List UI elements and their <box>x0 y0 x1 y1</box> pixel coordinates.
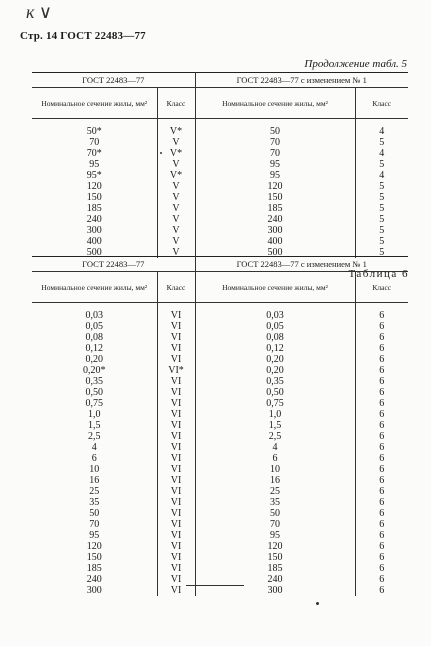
cell-section-old: 0,12 <box>32 343 157 354</box>
cell-section-old: 4 <box>32 442 157 453</box>
table-row <box>32 530 408 541</box>
table-row <box>32 126 408 137</box>
cell-class-old: V* <box>157 126 195 137</box>
table5-col-section-right: Номинальное сечение жилы, мм² <box>195 88 355 119</box>
cell-section-old: 400 <box>32 236 157 247</box>
cell-class-old: VI <box>157 310 195 321</box>
cell-class-new: 6 <box>379 365 385 376</box>
cell-class-old: VI <box>157 431 195 442</box>
cell-class-old: VI <box>157 409 195 420</box>
cell-section-new: 0,35 <box>195 376 355 387</box>
cell-section-new: 150 <box>195 192 355 203</box>
table-row <box>32 442 408 453</box>
cell-class-old: VI <box>157 343 195 354</box>
cell-section-old: 150 <box>32 192 157 203</box>
cell-section-new: 240 <box>195 574 355 585</box>
handwritten-mark: к ∨ <box>26 2 53 22</box>
cell-class-old: V <box>157 159 195 170</box>
cell-section-new: 185 <box>195 563 355 574</box>
cell-class-old: VI <box>157 442 195 453</box>
table-6-caption: Таблица 6 <box>348 268 409 280</box>
table-row <box>32 585 408 596</box>
cell-section-old: 0,05 <box>32 321 157 332</box>
cell-section-old: 25 <box>32 486 157 497</box>
cell-section-old: 35 <box>32 497 157 508</box>
cell-section-old: 300 <box>32 585 157 596</box>
cell-section-new: 2,5 <box>195 431 355 442</box>
cell-class-old: VI <box>157 563 195 574</box>
cell-section-old: 120 <box>32 181 157 192</box>
cell-class-new: 6 <box>379 585 385 596</box>
cell-class-new: 6 <box>379 431 385 442</box>
cell-class-new: 6 <box>379 508 385 519</box>
table-row <box>32 214 408 225</box>
table-row <box>32 508 408 519</box>
table-continuation-note: Продолжение табл. 5 <box>304 58 407 70</box>
table5-col-class-right: Класс <box>355 88 408 119</box>
cell-class-new: 6 <box>379 530 385 541</box>
table-6 <box>32 256 408 596</box>
cell-class-new: 5 <box>379 236 385 247</box>
cell-class-new: 6 <box>379 486 385 497</box>
cell-class-new: 6 <box>379 343 385 354</box>
page-header: Стр. 14 ГОСТ 22483—77 <box>20 30 146 42</box>
cell-section-old: 0,35 <box>32 376 157 387</box>
cell-section-new: 0,08 <box>195 332 355 343</box>
cell-section-old: 500 <box>32 247 157 258</box>
cell-class-old: VI <box>157 552 195 563</box>
cell-class-new: 6 <box>379 574 385 585</box>
cell-section-old: 6 <box>32 453 157 464</box>
cell-section-old: 10 <box>32 464 157 475</box>
table-row <box>32 464 408 475</box>
table-row <box>32 453 408 464</box>
cell-section-old: 0,08 <box>32 332 157 343</box>
table-row <box>32 236 408 247</box>
cell-section-old: 70 <box>32 519 157 530</box>
cell-section-new: 95 <box>195 159 355 170</box>
cell-class-old: V <box>157 225 195 236</box>
cell-section-new: 70 <box>195 137 355 148</box>
table5-body <box>32 119 408 259</box>
cell-section-old: 95 <box>32 530 157 541</box>
cell-section-new: 70 <box>195 148 355 159</box>
cell-class-new: 6 <box>379 563 385 574</box>
cell-class-new: 6 <box>379 442 385 453</box>
cell-section-old: 0,03 <box>32 310 157 321</box>
table-row <box>32 181 408 192</box>
cell-class-new: 6 <box>379 475 385 486</box>
cell-class-old: VI <box>157 497 195 508</box>
cell-section-old: 120 <box>32 541 157 552</box>
cell-class-new: 4 <box>379 170 385 181</box>
cell-section-old: 1,5 <box>32 420 157 431</box>
cell-class-old: V <box>157 247 195 258</box>
table-row <box>32 409 408 420</box>
cell-class-old: VI <box>157 464 195 475</box>
cell-class-old: VI <box>157 486 195 497</box>
table-row <box>32 343 408 354</box>
cell-section-old: 95* <box>32 170 157 181</box>
table-row <box>32 387 408 398</box>
cell-class-old: V <box>157 236 195 247</box>
cell-section-new: 0,12 <box>195 343 355 354</box>
table-row <box>32 137 408 148</box>
cell-section-new: 50 <box>195 126 355 137</box>
cell-class-new: 5 <box>379 181 385 192</box>
table6-body <box>32 303 408 597</box>
table-row <box>32 431 408 442</box>
cell-class-old: VI <box>157 376 195 387</box>
cell-section-new: 120 <box>195 181 355 192</box>
cell-class-new: 5 <box>379 247 385 258</box>
table-row <box>32 203 408 214</box>
cell-class-old: VI <box>157 508 195 519</box>
table5-group-right: ГОСТ 22483—77 с изменением № 1 <box>195 73 408 88</box>
table-row <box>32 321 408 332</box>
cell-class-old: VI <box>157 453 195 464</box>
cell-section-old: 300 <box>32 225 157 236</box>
cell-class-new: 5 <box>379 203 385 214</box>
cell-section-old: 2,5 <box>32 431 157 442</box>
cell-class-new: 6 <box>379 497 385 508</box>
cell-section-new: 95 <box>195 170 355 181</box>
cell-section-new: 300 <box>195 585 355 596</box>
cell-section-new: 400 <box>195 236 355 247</box>
cell-class-old: VI <box>157 519 195 530</box>
cell-section-new: 95 <box>195 530 355 541</box>
cell-section-old: 0,50 <box>32 387 157 398</box>
cell-class-new: 6 <box>379 453 385 464</box>
cell-section-old: 1,0 <box>32 409 157 420</box>
table-row <box>32 563 408 574</box>
table-row <box>32 170 408 181</box>
table-row <box>32 332 408 343</box>
table6-group-left: ГОСТ 22483—77 <box>32 257 195 272</box>
cell-section-new: 16 <box>195 475 355 486</box>
table6-col-section-left: Номинальное сечение жилы, мм² <box>32 272 157 303</box>
cell-section-new: 35 <box>195 497 355 508</box>
cell-section-old: 185 <box>32 203 157 214</box>
cell-class-new: 6 <box>379 321 385 332</box>
cell-class-new: 6 <box>379 332 385 343</box>
cell-class-old: VI <box>157 387 195 398</box>
cell-section-old: 50 <box>32 508 157 519</box>
cell-class-new: 6 <box>379 552 385 563</box>
cell-class-new: 4 <box>379 148 385 159</box>
cell-class-new: 5 <box>379 192 385 203</box>
cell-section-new: 500 <box>195 247 355 258</box>
cell-section-new: 1,0 <box>195 409 355 420</box>
print-speck <box>316 602 319 605</box>
cell-section-new: 0,20 <box>195 365 355 376</box>
cell-section-new: 0,50 <box>195 387 355 398</box>
table5-col-section-left: Номинальное сечение жилы, мм² <box>32 88 157 119</box>
cell-class-old: V* <box>157 148 195 159</box>
cell-class-new: 5 <box>379 159 385 170</box>
table6-group-right: ГОСТ 22483—77 с изменением № 1 <box>195 257 408 272</box>
table-row <box>32 159 408 170</box>
cell-class-new: 5 <box>379 214 385 225</box>
cell-class-new: 6 <box>379 354 385 365</box>
cell-class-new: 6 <box>379 387 385 398</box>
cell-class-new: 6 <box>379 464 385 475</box>
cell-section-old: 0,20* <box>32 365 157 376</box>
cell-class-new: 5 <box>379 225 385 236</box>
cell-section-new: 150 <box>195 552 355 563</box>
cell-section-new: 1,5 <box>195 420 355 431</box>
table-row <box>32 398 408 409</box>
table6-col-class-right: Класс <box>355 272 408 303</box>
cell-class-new: 6 <box>379 310 385 321</box>
cell-class-old: VI <box>157 332 195 343</box>
table-row <box>32 497 408 508</box>
cell-section-old: 185 <box>32 563 157 574</box>
cell-class-new: 6 <box>379 398 385 409</box>
cell-section-old: 50* <box>32 126 157 137</box>
cell-class-old: VI* <box>157 365 195 376</box>
cell-class-old: VI <box>157 321 195 332</box>
cell-class-new: 6 <box>379 420 385 431</box>
cell-class-old: VI <box>157 541 195 552</box>
cell-class-new: 4 <box>379 126 385 137</box>
table-row <box>32 541 408 552</box>
table-row <box>32 192 408 203</box>
cell-section-old: 150 <box>32 552 157 563</box>
bottom-rule <box>186 585 244 586</box>
table-row <box>32 225 408 236</box>
cell-section-new: 0,03 <box>195 310 355 321</box>
table-row <box>32 148 408 159</box>
cell-section-old: 0,75 <box>32 398 157 409</box>
cell-class-old: VI <box>157 398 195 409</box>
cell-class-old: VI <box>157 574 195 585</box>
cell-section-old: 70* <box>32 148 157 159</box>
cell-class-old: V <box>157 192 195 203</box>
table-row <box>32 420 408 431</box>
cell-section-new: 120 <box>195 541 355 552</box>
cell-section-old: 0,20 <box>32 354 157 365</box>
cell-section-old: 16 <box>32 475 157 486</box>
table-5 <box>32 72 408 258</box>
cell-section-new: 10 <box>195 464 355 475</box>
table5-col-class-left: Класс <box>157 88 195 119</box>
cell-class-old: V <box>157 203 195 214</box>
table-row <box>32 486 408 497</box>
table6-col-section-right: Номинальное сечение жилы, мм² <box>195 272 355 303</box>
table-row <box>32 574 408 585</box>
cell-class-old: VI <box>157 530 195 541</box>
cell-section-old: 240 <box>32 214 157 225</box>
table-row <box>32 519 408 530</box>
cell-section-new: 4 <box>195 442 355 453</box>
cell-class-old: V <box>157 214 195 225</box>
cell-class-new: 6 <box>379 541 385 552</box>
cell-class-old: VI <box>157 475 195 486</box>
cell-section-new: 240 <box>195 214 355 225</box>
table-row <box>32 475 408 486</box>
table-row <box>32 552 408 563</box>
cell-section-new: 25 <box>195 486 355 497</box>
table-row <box>32 365 408 376</box>
print-speck <box>160 152 162 154</box>
cell-class-new: 5 <box>379 137 385 148</box>
cell-class-old: V <box>157 181 195 192</box>
cell-class-new: 6 <box>379 376 385 387</box>
cell-class-old: VI <box>157 420 195 431</box>
table-row <box>32 354 408 365</box>
cell-class-old: VI <box>157 354 195 365</box>
cell-section-new: 50 <box>195 508 355 519</box>
cell-section-old: 70 <box>32 137 157 148</box>
cell-class-new: 6 <box>379 519 385 530</box>
cell-section-new: 6 <box>195 453 355 464</box>
cell-section-new: 0,75 <box>195 398 355 409</box>
cell-class-old: V* <box>157 170 195 181</box>
table5-group-left: ГОСТ 22483—77 <box>32 73 195 88</box>
cell-section-new: 185 <box>195 203 355 214</box>
table6-col-class-left: Класс <box>157 272 195 303</box>
cell-section-new: 300 <box>195 225 355 236</box>
table-row <box>32 310 408 321</box>
cell-section-old: 240 <box>32 574 157 585</box>
cell-class-old: V <box>157 137 195 148</box>
cell-section-new: 70 <box>195 519 355 530</box>
table-row <box>32 376 408 387</box>
cell-class-old: VI <box>157 585 195 596</box>
cell-section-old: 95 <box>32 159 157 170</box>
cell-section-new: 0,20 <box>195 354 355 365</box>
cell-class-new: 6 <box>379 409 385 420</box>
cell-section-new: 0,05 <box>195 321 355 332</box>
